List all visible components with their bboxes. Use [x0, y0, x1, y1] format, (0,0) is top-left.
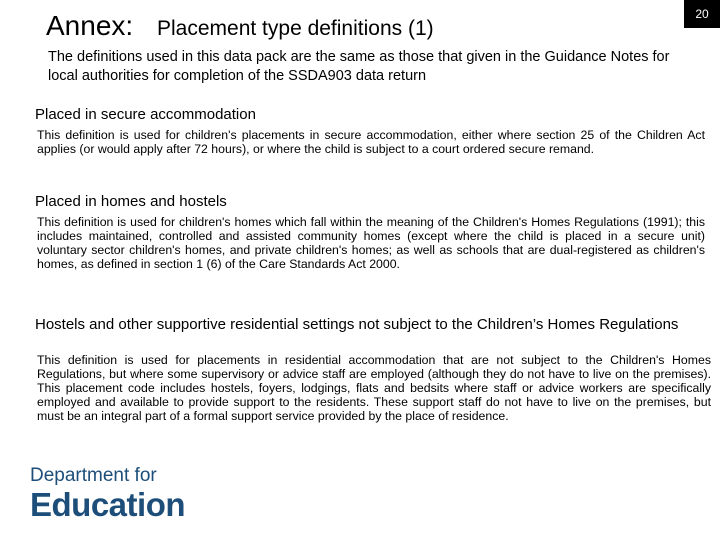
section-body-secure: This definition is used for children's placements in secure accommodation, either where section 25 of the Children Act applies (or would apply after 72 hours), or where the child is subject to a court ordered secure remand. [37, 128, 705, 156]
page-number-badge [684, 0, 720, 28]
section-heading-homes-hostels: Placed in homes and hostels [35, 193, 227, 210]
page-number: 20 [695, 7, 709, 21]
annex-label: Annex: [46, 10, 134, 41]
section-body-homes-hostels: This definition is used for children's homes which fall within the meaning of the Children's Homes Regulations (1991); this includes maintained, controlled and assisted community homes (except where the child is placed in a secure unit) voluntary sector children's homes, and private children's homes; as well as schools that are dual-registered as children's homes, as defined in section 1 (6) of the Care Standards Act 2000. [37, 215, 705, 271]
section-body-supportive-residential: This definition is used for placements in residential accommodation that are not subject to the Children's Homes Regulations, but where some supervisory or advice staff are employed (although they do not have to live on the premises). This placement code includes hostels, foyers, lodgings, flats and bedsits where staff or advice workers are specifically employed and available to provide support to the residents. These support staff do not have to live on the premises, but must be an integral part of a formal support service provided by the place of residence. [37, 353, 711, 423]
section-heading-supportive-residential: Hostels and other supportive residential settings not subject to the Children’s Homes Regulations [35, 316, 679, 333]
logo-line-department: Department for [30, 465, 157, 486]
dfe-logo [30, 466, 185, 524]
intro-text: The definitions used in this data pack are the same as those that given in the Guidance Notes for local authorities for completion of the SSDA903 data return [48, 49, 670, 84]
page-title: Placement type definitions (1) [157, 17, 434, 40]
logo-line-education: Education [30, 486, 186, 523]
section-heading-secure: Placed in secure accommodation [35, 106, 256, 123]
